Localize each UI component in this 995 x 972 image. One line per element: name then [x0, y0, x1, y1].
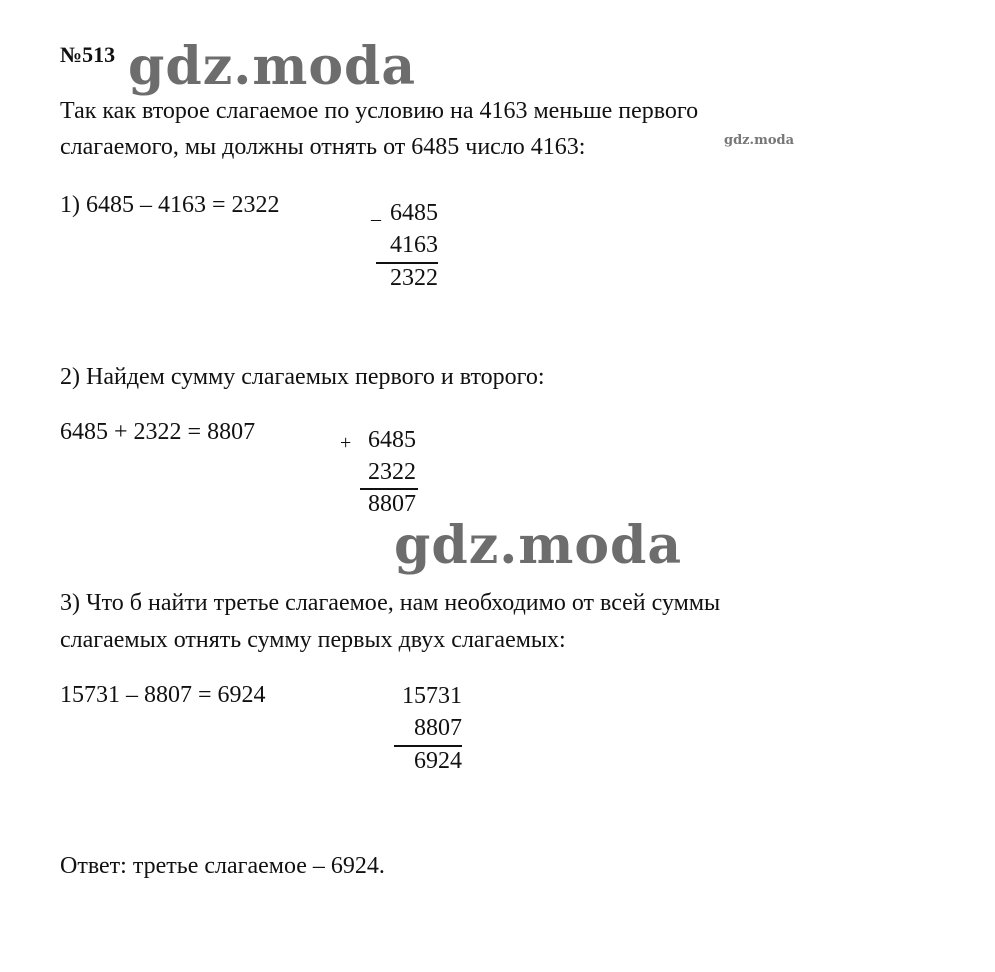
answer: Ответ: третье слагаемое – 6924.	[60, 853, 385, 879]
intro-line-2: слагаемого, мы должны отнять от 6485 число 4163:	[60, 134, 586, 160]
step2-addend-1: 6485	[368, 427, 416, 453]
step3-line	[394, 745, 462, 747]
step2-line	[360, 488, 418, 490]
step2-sum: 8807	[368, 491, 416, 517]
step1-equation: 1) 6485 – 4163 = 2322	[60, 192, 280, 218]
watermark-top: gdz.moda	[128, 36, 417, 97]
step3-result: 6924	[414, 748, 462, 774]
step2-addend-2: 2322	[368, 459, 416, 485]
step3-line-2: слагаемых отнять сумму первых двух слагаемых:	[60, 627, 566, 653]
intro-line-1: Так как второе слагаемое по условию на 4163 меньше первого	[60, 98, 699, 124]
watermark-small: gdz.moda	[724, 133, 795, 148]
step2-heading: 2) Найдем сумму слагаемых первого и второго:	[60, 364, 545, 390]
watermark-middle: gdz.moda	[394, 515, 683, 576]
step1-line	[376, 262, 438, 264]
step3-minuend: 15731	[402, 683, 462, 709]
step1-subtrahend: 4163	[390, 232, 438, 258]
problem-number: №513	[60, 42, 116, 67]
step2-plus-sign: +	[340, 432, 352, 454]
step1-result: 2322	[390, 265, 438, 291]
step2-equation: 6485 + 2322 = 8807	[60, 419, 256, 445]
step1-minuend: 6485	[390, 200, 438, 226]
step3-line-1: 3) Что б найти третье слагаемое, нам необходимо от всей суммы	[60, 590, 721, 616]
step1-minus-sign: –	[371, 208, 381, 230]
step3-equation: 15731 – 8807 = 6924	[60, 682, 266, 708]
step3-subtrahend: 8807	[414, 715, 462, 741]
